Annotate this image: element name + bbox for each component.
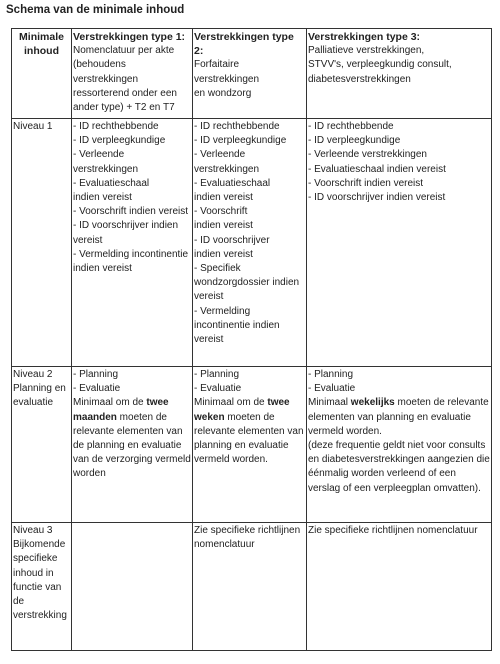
content-schema-table	[11, 28, 492, 651]
cell-line: incontinentie indien	[194, 319, 280, 331]
niveau-2-type-3	[307, 367, 492, 523]
cell-line: - Evaluatie	[308, 383, 356, 395]
table-row-niveau-3	[12, 523, 492, 651]
cell-line: Forfaitaire	[194, 59, 240, 71]
niveau-2-label	[12, 367, 72, 523]
cell-line: wondzorgdossier indien	[194, 277, 300, 289]
cell-line: - Evaluatieschaal indien vereist	[308, 163, 446, 175]
cell-line: - Voorschrift	[194, 206, 248, 218]
cell-line: vereist	[194, 334, 224, 346]
cell-line: - Evaluatieschaal	[194, 177, 271, 189]
cell-line: Nomenclatuur per akte	[73, 45, 175, 57]
header-minimale-inhoud: Minimale inhoud	[12, 29, 72, 119]
niveau-3-type-3: Zie specifieke richtlijnen nomenclatuur	[307, 523, 492, 651]
cell-line: Niveau 3	[13, 525, 53, 536]
header-type-2-lines	[194, 58, 305, 101]
niveau-2-type-2-text: Minimaal om de twee weken moeten de relevante elementen van planning en evaluatie vermeld worden.	[194, 397, 304, 466]
niveau-1-type-1	[72, 119, 193, 367]
cell-line: - Vermelding	[194, 305, 251, 317]
header-type-2	[193, 29, 307, 119]
cell-line: Niveau 2	[13, 369, 53, 380]
cell-line: - Planning	[73, 369, 119, 380]
cell-line: ressorterend onder een	[73, 87, 177, 99]
cell-line: Palliatieve verstrekkingen,	[308, 45, 425, 57]
cell-line: verstrekkingen	[73, 73, 139, 85]
cell-line: - ID voorschrijver indien vereist	[308, 192, 446, 204]
table-row-niveau-1	[12, 119, 492, 367]
cell-line: - ID verpleegkundige	[73, 135, 166, 147]
niveau-1-type-3	[307, 119, 492, 367]
niveau-3-label	[12, 523, 72, 651]
header-type-3-lines	[308, 44, 490, 87]
table-row-niveau-2	[12, 367, 492, 523]
cell-line: - Planning	[194, 369, 240, 380]
header-type-2-title: Verstrekkingen type 2:	[194, 31, 294, 58]
cell-line: - ID rechthebbende	[194, 121, 280, 132]
cell-line: - Evaluatie	[73, 383, 121, 395]
cell-line: vereist	[194, 291, 224, 303]
cell-line: functie van	[13, 581, 62, 593]
cell-line: indien vereist	[73, 192, 132, 204]
header-type-3-title: Verstrekkingen type 3:	[308, 31, 421, 43]
cell-line: - ID voorschrijver	[194, 234, 270, 246]
cell-line: Planning en	[13, 383, 66, 395]
cell-line: evaluatie	[13, 397, 54, 409]
cell-line: - Vermelding incontinentie	[73, 248, 189, 260]
cell-line: - Planning	[308, 369, 354, 380]
cell-line: verstrekkingen	[194, 163, 260, 175]
cell-line: indien vereist	[194, 248, 253, 260]
niveau-2-type-3-items	[308, 368, 490, 396]
cell-line: - ID verpleegkundige	[194, 135, 287, 147]
niveau-2-type-3-text: Minimaal wekelijks moeten de relevante elementen van planning en evaluatie vermeld worden.	[308, 397, 489, 437]
cell-line: indien vereist	[194, 192, 253, 204]
cell-line: - Evaluatieschaal	[73, 177, 150, 189]
page-title: Schema van de minimale inhoud	[6, 4, 185, 16]
cell-line: - Voorschrift indien vereist	[308, 177, 424, 189]
niveau-3-type-2: Zie specifieke richtlijnen nomenclatuur	[193, 523, 307, 651]
header-type-3	[307, 29, 492, 119]
cell-line: - ID rechthebbende	[73, 121, 159, 132]
cell-line: - Voorschrift indien vereist	[73, 206, 189, 218]
header-type-1-lines	[73, 44, 191, 115]
cell-line: - Specifiek	[194, 263, 241, 275]
niveau-2-type-3-note: (deze frequentie geldt niet voor consults en diabetesverstrekkingen aangezien die éénmalig worden verleend of een verslag of een verpleegplan omvatten).	[308, 440, 490, 494]
niveau-2-type-1-items	[73, 368, 191, 396]
header-type-1-title: Verstrekkingen type 1:	[73, 31, 186, 43]
niveau-1-type-2	[193, 119, 307, 367]
niveau-2-type-2	[193, 367, 307, 523]
cell-line: vereist	[73, 234, 103, 246]
cell-line: ander type) + T2 en T7	[73, 102, 175, 114]
cell-line: verstrekkingen	[194, 73, 260, 85]
header-type-1	[72, 29, 193, 119]
table-header-row	[12, 29, 492, 119]
cell-line: - Verleende	[194, 149, 246, 161]
cell-line: Bijkomende	[13, 539, 66, 551]
cell-line: verstrekking	[13, 610, 67, 622]
cell-line: STVV's, verpleegkundig consult,	[308, 59, 452, 71]
cell-line: - ID verpleegkundige	[308, 135, 401, 147]
niveau-3-type-1	[72, 523, 193, 651]
cell-line: - Verleende verstrekkingen	[73, 149, 139, 175]
cell-line: diabetesverstrekkingen	[308, 73, 411, 85]
cell-line: - ID rechthebbende	[308, 121, 394, 132]
cell-line: de	[13, 596, 25, 608]
niveau-1-label: Niveau 1	[12, 119, 72, 367]
niveau-2-type-2-items	[194, 368, 305, 396]
cell-line: indien vereist	[73, 263, 132, 275]
cell-line: - ID voorschrijver indien	[73, 220, 179, 232]
cell-line: - Evaluatie	[194, 383, 242, 395]
niveau-2-type-1	[72, 367, 193, 523]
cell-line: indien vereist	[194, 220, 253, 232]
cell-line: (behoudens	[73, 59, 126, 71]
cell-line: - Verleende verstrekkingen	[308, 149, 427, 161]
cell-line: specifieke	[13, 553, 58, 565]
cell-line: en wondzorg	[194, 87, 252, 99]
cell-line: inhoud in	[13, 567, 54, 579]
niveau-2-type-1-text: Minimaal om de twee maanden moeten de relevante elementen van de planning en evaluatie van de verzorging vermeld worden	[73, 397, 191, 480]
